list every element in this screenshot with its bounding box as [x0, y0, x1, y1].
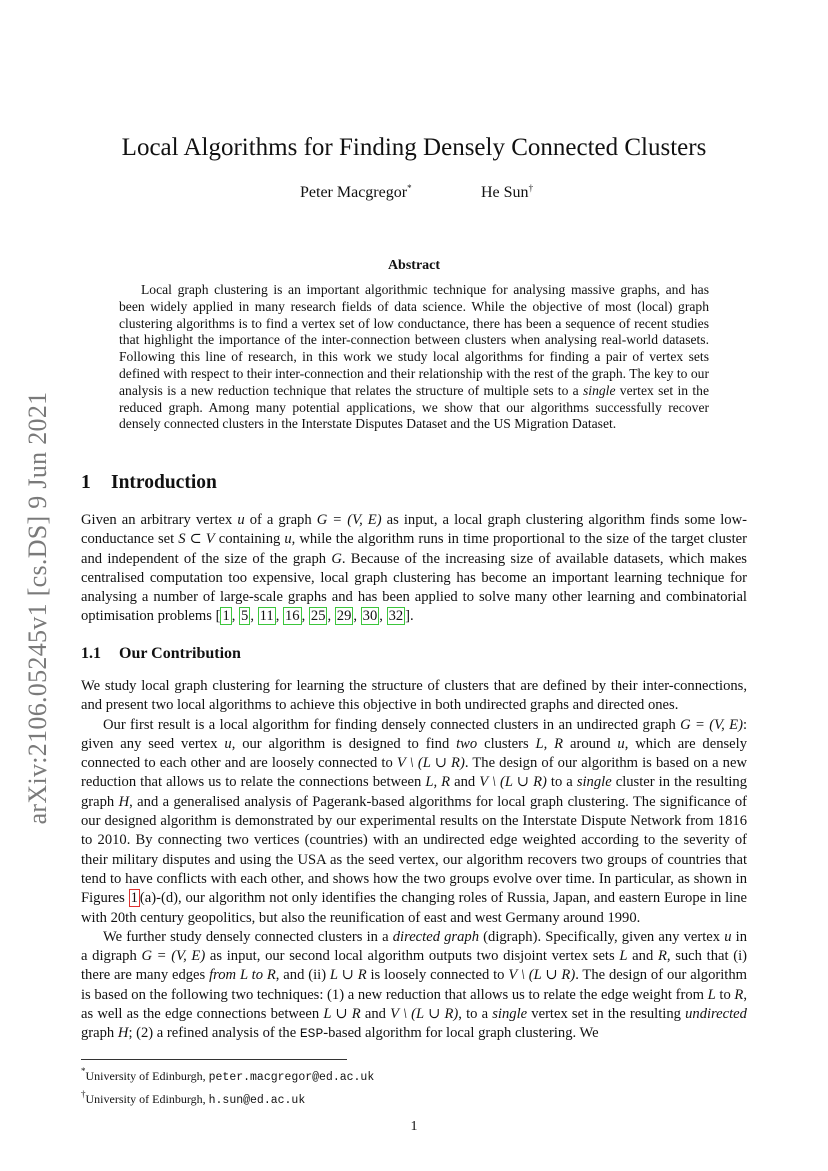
section-title: Introduction	[111, 472, 217, 493]
author-footnote-mark: †	[528, 183, 534, 193]
footnotes	[81, 1063, 374, 1109]
math: S ⊂ V	[178, 531, 215, 548]
citation-link[interactable]: 30	[362, 608, 378, 625]
math: G = (V, E)	[141, 948, 206, 965]
math: u	[284, 531, 292, 548]
footnote-rule	[81, 1059, 347, 1060]
footnote-1: *University of Edinburgh, peter.macgregor@ed.ac.uk	[81, 1066, 375, 1084]
emphasis: undirected	[685, 1006, 747, 1023]
contribution-paragraph-3: We further study densely connected clusters in a directed graph (digraph). Specifically, given any vertex u in a digraph G = (V, E) as input, our second local algorithm outputs two disjoint vertex sets L and R, such that (i) there are many edges from L to R, and (ii) L ∪ R is loosely connected to V \ (L ∪ R). The design of our algorithm is based on the following two techniques: (1) a new reduction that allows us to relate the edge weight from L to R, as well as the edge connections between L ∪ R and V \ (L ∪ R), to a single vertex set in the resulting undirected graph H; (2) a refined analysis of the ESP-based algorithm for local graph clustering. We	[81, 928, 748, 1042]
subsection-title: Our Contribution	[119, 645, 241, 662]
email-link[interactable]: h.sun@ed.ac.uk	[208, 1094, 306, 1107]
math: L	[707, 986, 716, 1003]
email-link[interactable]: peter.macgregor@ed.ac.uk	[208, 1071, 375, 1084]
citation-link[interactable]: 5	[241, 608, 249, 625]
contribution-section-body	[81, 677, 747, 1044]
arxiv-identifier: arXiv:2106.05245v1 [cs.DS] 9 Jun 2021	[23, 391, 52, 825]
math: H	[117, 1025, 129, 1042]
emphasis: single	[576, 774, 612, 791]
abstract-part: vertex set in the reduced graph. Among many potential applications, we show that our algorithms successfully recover densely connected clusters in the Interstate Disputes Dataset and the US Migration Dataset.	[119, 382, 709, 432]
author-name: Peter Macgregor	[300, 184, 408, 201]
section-heading-introduction	[81, 472, 217, 494]
math: L	[619, 948, 628, 965]
code-text: ESP	[299, 1026, 324, 1042]
author-name: He Sun	[481, 184, 529, 201]
math: L ∪ R	[323, 1006, 361, 1023]
arxiv-sidebar	[18, 378, 58, 838]
emphasis: single	[492, 1006, 528, 1023]
figure-reference-link[interactable]: 1	[130, 890, 138, 907]
citation-link[interactable]: 11	[259, 608, 274, 625]
emphasis: two	[456, 735, 478, 752]
citation-link[interactable]: 32	[388, 608, 404, 625]
math: R	[657, 948, 667, 965]
math: u	[724, 928, 732, 945]
author-2	[481, 183, 533, 202]
math: u	[224, 735, 232, 752]
author-1	[300, 183, 412, 202]
math: G = (V, E)	[316, 512, 382, 528]
math: H	[118, 793, 130, 810]
math: V \ (L ∪ R)	[508, 967, 576, 984]
math: L ∪ R	[329, 967, 367, 984]
emphasis: directed graph	[392, 928, 480, 945]
citation-link[interactable]: 25	[310, 608, 326, 625]
citation-link[interactable]: 1	[222, 608, 230, 625]
contribution-paragraph-1: We study local graph clustering for learning the structure of clusters that are defined by their inter-connections, and present two local algorithms to achieve this objective in both undirected graphs and directed ones.	[81, 678, 747, 714]
subsection-number: 1.1	[81, 645, 101, 662]
math: u	[617, 735, 625, 752]
math: L, R	[425, 774, 451, 791]
footnote-2: †University of Edinburgh, h.sun@ed.ac.uk	[81, 1089, 306, 1107]
abstract-text	[119, 282, 709, 433]
page-number: 1	[410, 1119, 418, 1134]
author-footnote-mark: *	[407, 183, 412, 193]
abstract-heading: Abstract	[387, 258, 441, 273]
emphasis: from L to R	[209, 967, 276, 984]
citation-link[interactable]: 29	[336, 608, 352, 625]
math: V \ (L ∪ R)	[396, 755, 465, 772]
math: R	[734, 986, 744, 1003]
math: V \ (L ∪ R)	[479, 774, 547, 791]
contribution-paragraph-2: Our first result is a local algorithm for finding densely connected clusters in an undirected graph G = (V, E): given any seed vertex u, our algorithm is designed to find two clusters L, R around u, which are densely connected to each other and are loosely connected to V \ (L ∪ R). The design of our algorithm is based on a new reduction that allows us to relate the connections between L, R and V \ (L ∪ R) to a single cluster in the resulting graph H, and a generalised analysis of Pagerank-based algorithms for local graph clustering. The significance of our designed algorithm is demonstrated by our experimental results on the Interstate Dispute Network from 1816 to 2010. By connecting two vertices (countries) with an undirected edge weighted according to the severity of their military disputes and using the USA as the seed vertex, our algorithm recovers two groups of countries that tend to have conflicts with each other, and shows how the two groups evolve over time. In particular, as shown in Figures 1 (a)-(d), our algorithm not only identifies the changing roles of Russia, Japan, and eastern Europe in line with 20th century geopolitics, but also the reunification of east and west Germany around 1990.	[81, 716, 748, 926]
math: L, R	[535, 735, 564, 752]
citation-link[interactable]: 16	[285, 608, 300, 625]
math: u	[237, 512, 245, 528]
math: V \ (L ∪ R)	[390, 1006, 459, 1023]
introduction-paragraph: Given an arbitrary vertex u of a graph G = (V, E) as input, a local graph clustering algorithm finds some low-conductance set S ⊂ V containing u, while the algorithm runs in time proportional to the size of the target cluster and independent of the size of the graph G. Because of the increasing size of available datasets, which makes centralised computation too expensive, local graph clustering has become an important learning technique for analysing a number of large-scale graphs and has been applied to solve many other learning and combinatorial optimisation problems [ 1 , 5 , 11 , 16 , 25 , 29 , 30 , 32 ].	[81, 512, 747, 625]
section-number: 1	[81, 472, 91, 493]
paper-title: Local Algorithms for Finding Densely Connected Clusters	[121, 134, 707, 161]
subsection-heading-our-contribution	[81, 645, 241, 663]
math: G = (V, E)	[680, 716, 743, 733]
abstract-part: Local graph clustering is an important algorithmic technique for analysing massive graphs, and has been widely applied in many research fields of data science. While the objective of most (local) graph clustering algorithms is to find a vertex set of low conductance, there has been a sequence of recent studies that highlight the importance of the inter-connection between clusters when analysing real-world datasets. Following this line of research, in this work we study local algorithms for finding a pair of vertex sets defined with respect to their inter-connection and their relationship with the rest of the graph. The key to our analysis is a new reduction technique that relates the structure of multiple sets to a	[119, 282, 709, 398]
abstract-emphasis: single	[583, 382, 616, 398]
math: G	[331, 550, 342, 567]
